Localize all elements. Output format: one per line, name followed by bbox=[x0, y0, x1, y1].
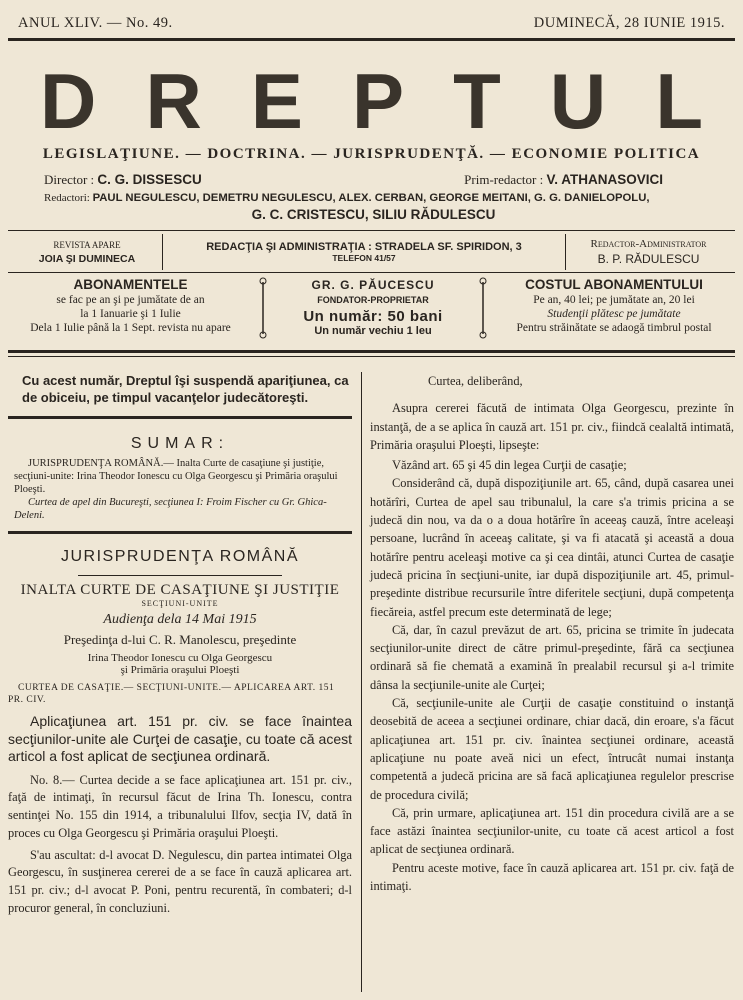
subscription-line: se fac pe an şi pe jumătate de an bbox=[56, 294, 205, 306]
summary-entry: Curtea de apel din Bucureşti, secţiunea I: Froim Fischer cu Gr. Ghica-Deleni. bbox=[14, 497, 327, 521]
president: Preşedinţa d-lui C. R. Manolescu, preşedinte bbox=[63, 632, 297, 647]
paragraph: S'au ascultat: d-l avocat D. Negulescu, din partea intimatei Olga Georgescu, în susţinerea cererei de a se face în cauză aplicarea art. 151 pr. civ.; d-l avocat P. Poni, pentru recurentă, în combateri; d-l procuror general, în concluziuni. bbox=[8, 847, 352, 916]
director-name: C. G. DISSESCU bbox=[97, 172, 202, 187]
banner-rule-bottom bbox=[8, 272, 735, 273]
paragraph: Considerând că, după dispoziţiunile art. 65, când, după casarea unei hotărîri, Curtea de apel sau tribunalul, la care s'a trimis pricina a se judecă din nou, va da o a doua hotărîre în aceeaş cauză, între aceleaşi persoane, lucrând în aceeaş calitate, şi va fi atacată şi această a doua hotărîre pentru aceleaşi motive ca şi cea dintâi, atunci Curtea de casaţie judecă pricina în secţiuni-unite, iar după dispoziţiunile art. 45, primul-preşedinte distribue recursurile între diferitele secţiuni, după competenţa fiecăreia, astfel precum este determinată de lege; bbox=[370, 476, 734, 619]
chief-editor-name: V. ATHANASOVICI bbox=[546, 172, 663, 187]
notice-line: Cu acest număr, Dreptul îşi suspendă apariţiunea, ca bbox=[22, 373, 349, 388]
keywords: CURTEA DE CASAŢIE.— SECŢIUNI-UNITE.— APLICAREA ART. 151 PR. CIV. bbox=[8, 683, 335, 705]
office-phone: TELEFON 41/57 bbox=[332, 253, 396, 263]
notice-line: de obiceiu, pe timpul vacanţelor judecătoreşti. bbox=[22, 390, 309, 405]
subscription-cost-title: COSTUL ABONAMENTULUI bbox=[525, 277, 703, 292]
ornament-divider-icon bbox=[257, 276, 269, 340]
staff-block bbox=[44, 172, 703, 224]
notice bbox=[8, 372, 352, 406]
title-letter: L bbox=[655, 57, 703, 145]
editors-label: Redactori: bbox=[44, 192, 90, 204]
court-title: INALTA CURTE DE CASAŢIUNE ŞI JUSTIŢIE bbox=[20, 582, 340, 598]
masthead-top-line bbox=[18, 15, 725, 32]
title-letter: R bbox=[145, 57, 202, 145]
subscription-right bbox=[493, 276, 735, 342]
rule bbox=[78, 575, 282, 576]
title-letter: D bbox=[40, 57, 97, 145]
subscription-line: Pentru străinătate se adaogă timbrul postal bbox=[516, 322, 712, 334]
paragraph: Că, dar, în cazul prevăzut de art. 65, pricina se trimite în judecata secţiunilor-unite direct de către primul-preşedinte, fără ca secţiunea ordinară să fie chemată a examină în prealabil recursul şi a-l trimite dânsa la secţiunile-unite ale Curţei; bbox=[370, 622, 734, 692]
section-title: JURISPRUDENŢA ROMÂNĂ bbox=[60, 548, 300, 565]
subscription-line: Dela 1 Iulie până la 1 Sept. revista nu apare bbox=[30, 322, 231, 334]
office-address: REDACŢIA ŞI ADMINISTRAŢIA : STRADELA SF. SPIRIDON, 3 bbox=[206, 241, 522, 253]
paragraph: Văzând art. 65 şi 45 din legea Curţii de casaţie; bbox=[392, 458, 627, 473]
editors-line1: PAUL NEGULESCU, DEMETRU NEGULESCU, ALEX. CERBAN, GEORGE MEITANI, G. G. DANIELOPOLU, bbox=[92, 192, 650, 204]
price: Un număr: 50 bani bbox=[303, 308, 443, 325]
schedule-days: JOIA ŞI DUMINECA bbox=[38, 252, 136, 265]
year-issue: ANUL XLIV. — No. 49. bbox=[18, 15, 173, 31]
newspaper-subtitle: LEGISLAŢIUNE. — DOCTRINA. — JURISPRUDENŢĂ. — ECONOMIE POLITICA bbox=[42, 146, 701, 162]
paragraph: Curtea, deliberând, bbox=[428, 374, 523, 388]
court-subtitle: SECŢIUNI-UNITE bbox=[141, 599, 219, 608]
hearing-date: Audienţa dela 14 Mai 1915 bbox=[103, 612, 257, 627]
parties: Irina Theodor Ionescu cu Olga Georgescu bbox=[87, 652, 273, 664]
director-label: Director : bbox=[44, 172, 95, 187]
subscription-title: ABONAMENTELE bbox=[73, 277, 188, 292]
right-column bbox=[370, 372, 734, 895]
title-letter: T bbox=[453, 57, 501, 145]
founder-role: FONDATOR-PROPRIETAR bbox=[317, 295, 429, 305]
header-bottom-rule-thin bbox=[8, 356, 735, 357]
paragraph: No. 8.— Curtea decide a se face aplicaţiunea art. 151 pr. civ., faţă de intimaţi, în recursul făcut de Irina Th. Ionescu, contra sentinţei No. 155 din 1914, a tribunalului Ilfov, secţia IV, dată în proces cu Olga Georgescu şi Primăria oraşului Ploeşti. bbox=[8, 772, 352, 840]
founder-name: GR. G. PĂUCESCU bbox=[311, 278, 435, 292]
subscription-left bbox=[8, 276, 253, 342]
ornament-divider-icon bbox=[477, 276, 489, 340]
subscription-line: Pe an, 40 lei; pe jumătate an, 20 lei bbox=[533, 294, 695, 306]
top-rule bbox=[8, 38, 735, 41]
subscription-line: Studenţii plătesc pe jumătate bbox=[547, 308, 681, 320]
summary-title: SUMAR: bbox=[130, 435, 230, 452]
left-column bbox=[8, 372, 352, 918]
subscription-line: la 1 Ianuarie şi 1 Iulie bbox=[80, 308, 181, 320]
rule bbox=[8, 531, 352, 534]
column-separator bbox=[361, 372, 362, 992]
paragraph: Asupra cererei făcută de intimata Olga Georgescu, prezinte în instanţă, de a se aplica în cauză art. 151 pr. civ., fiindcă cealaltă intimată, Primăria oraşului Ploeşti, lipseşte: bbox=[370, 401, 734, 452]
subscription-block bbox=[8, 276, 735, 342]
paragraph: Că, prin urmare, aplicaţiunea art. 151 din procedura civilă are a se face astăzi înaintea secţiunilor-unite, cu toate că acest articol a fost aplicat de secţiunea ordinară. bbox=[370, 805, 734, 857]
issue-date: DUMINECĂ, 28 IUNIE 1915. bbox=[533, 15, 725, 31]
summary-entry: JURISPRUDENŢA ROMÂNĂ.— Inalta Curte de casaţiune şi justiţie, secţiuni-unite: Irina Theodor Ionescu cu Olga Georgescu şi Primăria oraşului Ploeşti. bbox=[14, 458, 338, 495]
rule bbox=[8, 416, 352, 419]
chief-editor-label: Prim-redactor : bbox=[464, 172, 544, 187]
paragraph: Pentru aceste motive, face în cauză aplicarea art. 151 pr. civ. faţă de intimaţi. bbox=[370, 860, 734, 894]
old-price: Un număr vechiu 1 leu bbox=[314, 325, 432, 337]
publication-banner bbox=[12, 234, 731, 270]
editors-line2: G. C. CRISTESCU, SILIU RĂDULESCU bbox=[251, 207, 496, 222]
admin-name: B. P. RĂDULESCU bbox=[597, 252, 700, 266]
title-letter: U bbox=[549, 57, 607, 145]
parties: şi Primăria oraşului Ploeşti bbox=[120, 664, 240, 676]
title-letter: P bbox=[352, 57, 405, 145]
paragraph: Că, secţiunile-unite ale Curţii de casaţie constituind o instanţă deosebită de aceea a secţiunei ordinare, chiar dacă, din eroare, s'a făcut aplicaţiunea art. 151 pr. civ. înaintea secţiunei ordinare, această aplicaţiune nu poate aveă nici un efect, întrucât numai instanţa competentă a judecă pricina are să facă aplicaţiunea regulelor prescrise de procedura civilă; bbox=[370, 696, 734, 802]
schedule-label: REVISTA APARE bbox=[53, 239, 121, 250]
subscription-middle bbox=[273, 276, 473, 342]
newspaper-title bbox=[40, 56, 703, 146]
banner-rule-top bbox=[8, 230, 735, 231]
admin-label: Redactor-Administrator bbox=[590, 238, 707, 250]
header-bottom-rule bbox=[8, 350, 735, 353]
title-letter: E bbox=[250, 57, 303, 145]
headnote: Aplicaţiunea art. 151 pr. civ. se face înaintea secţiunilor-unite ale Curţei de casaţie, cu toate că acest articol a fost aplicat de secţiunea ordinară. bbox=[8, 713, 352, 764]
